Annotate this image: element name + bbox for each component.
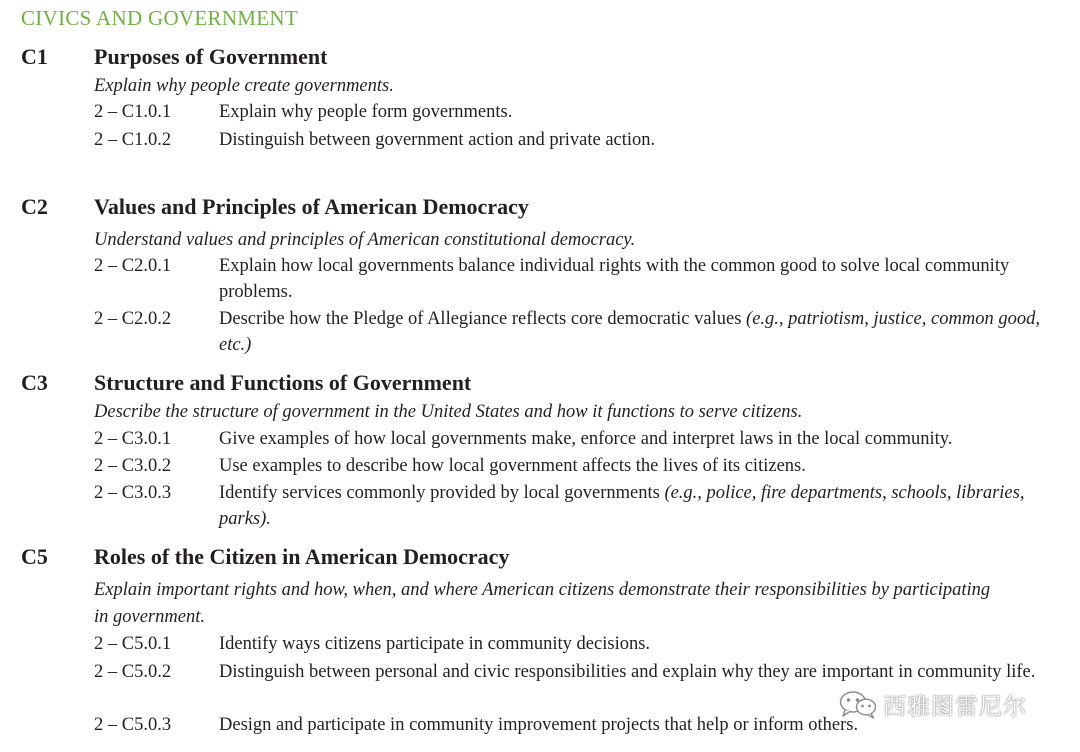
standard-text: Design and participate in community improvement projects that help or inform others.	[219, 715, 859, 735]
standard-code: 2 – C5.0.2	[94, 662, 172, 682]
section-code: C2	[21, 194, 48, 219]
page-heading: CIVICS AND GOVERNMENT	[21, 6, 298, 30]
section-code: C1	[21, 44, 48, 69]
standard-example: (e.g., police, fire departments, schools, libraries, parks).	[219, 483, 1025, 529]
standard-text: Distinguish between personal and civic responsibilities and explain why they are important in community life.	[219, 662, 1036, 682]
section-description: Understand values and principles of American constitutional democracy.	[94, 230, 636, 250]
section-code: C3	[21, 370, 48, 395]
section-title: Purposes of Government	[94, 44, 328, 69]
section-description: Explain why people create governments.	[94, 76, 394, 96]
standard-code: 2 – C3.0.2	[94, 456, 172, 476]
section-title: Roles of the Citizen in American Democracy	[94, 544, 510, 569]
watermark	[838, 687, 1027, 721]
standard-text	[219, 306, 1049, 358]
section-title: Values and Principles of American Democracy	[94, 194, 529, 219]
standard-code: 2 – C2.0.1	[94, 256, 172, 276]
watermark-text: 西雅图雷尼尔	[883, 693, 1027, 720]
standard-code: 2 – C1.0.2	[94, 130, 172, 150]
section-description: Describe the structure of government in the United States and how it functions to serve citizens.	[94, 402, 803, 422]
standard-text: Use examples to describe how local government affects the lives of its citizens.	[219, 456, 806, 476]
section-description: Explain important rights and how, when, and where American citizens demonstrate their responsibilities by participating in government.	[94, 580, 991, 627]
standard-code: 2 – C5.0.1	[94, 634, 172, 654]
standard-code: 2 – C3.0.1	[94, 429, 172, 449]
standard-code: 2 – C3.0.3	[94, 483, 172, 503]
standard-text: Identify ways citizens participate in community decisions.	[219, 634, 651, 654]
wechat-icon	[838, 689, 878, 719]
standard-example: (e.g., patriotism, justice, common good, etc.)	[219, 309, 1040, 355]
standard-text: Explain why people form governments.	[219, 102, 513, 122]
standard-text: Give examples of how local governments make, enforce and interpret laws in the local community.	[219, 429, 953, 449]
standard-code: 2 – C5.0.3	[94, 715, 172, 735]
section-title: Structure and Functions of Government	[94, 370, 472, 395]
standard-text: Distinguish between government action and private action.	[219, 130, 656, 150]
standard-text-main: Describe how the Pledge of Allegiance reflects core democratic values	[219, 309, 742, 329]
standard-text	[219, 480, 1064, 532]
section-code: C5	[21, 544, 48, 569]
standard-code: 2 – C2.0.2	[94, 309, 172, 329]
standard-code: 2 – C1.0.1	[94, 102, 172, 122]
standard-text-main: Identify services commonly provided by local governments	[219, 483, 660, 503]
standard-text: Explain how local governments balance individual rights with the common good to solve local community problems.	[219, 256, 1010, 302]
